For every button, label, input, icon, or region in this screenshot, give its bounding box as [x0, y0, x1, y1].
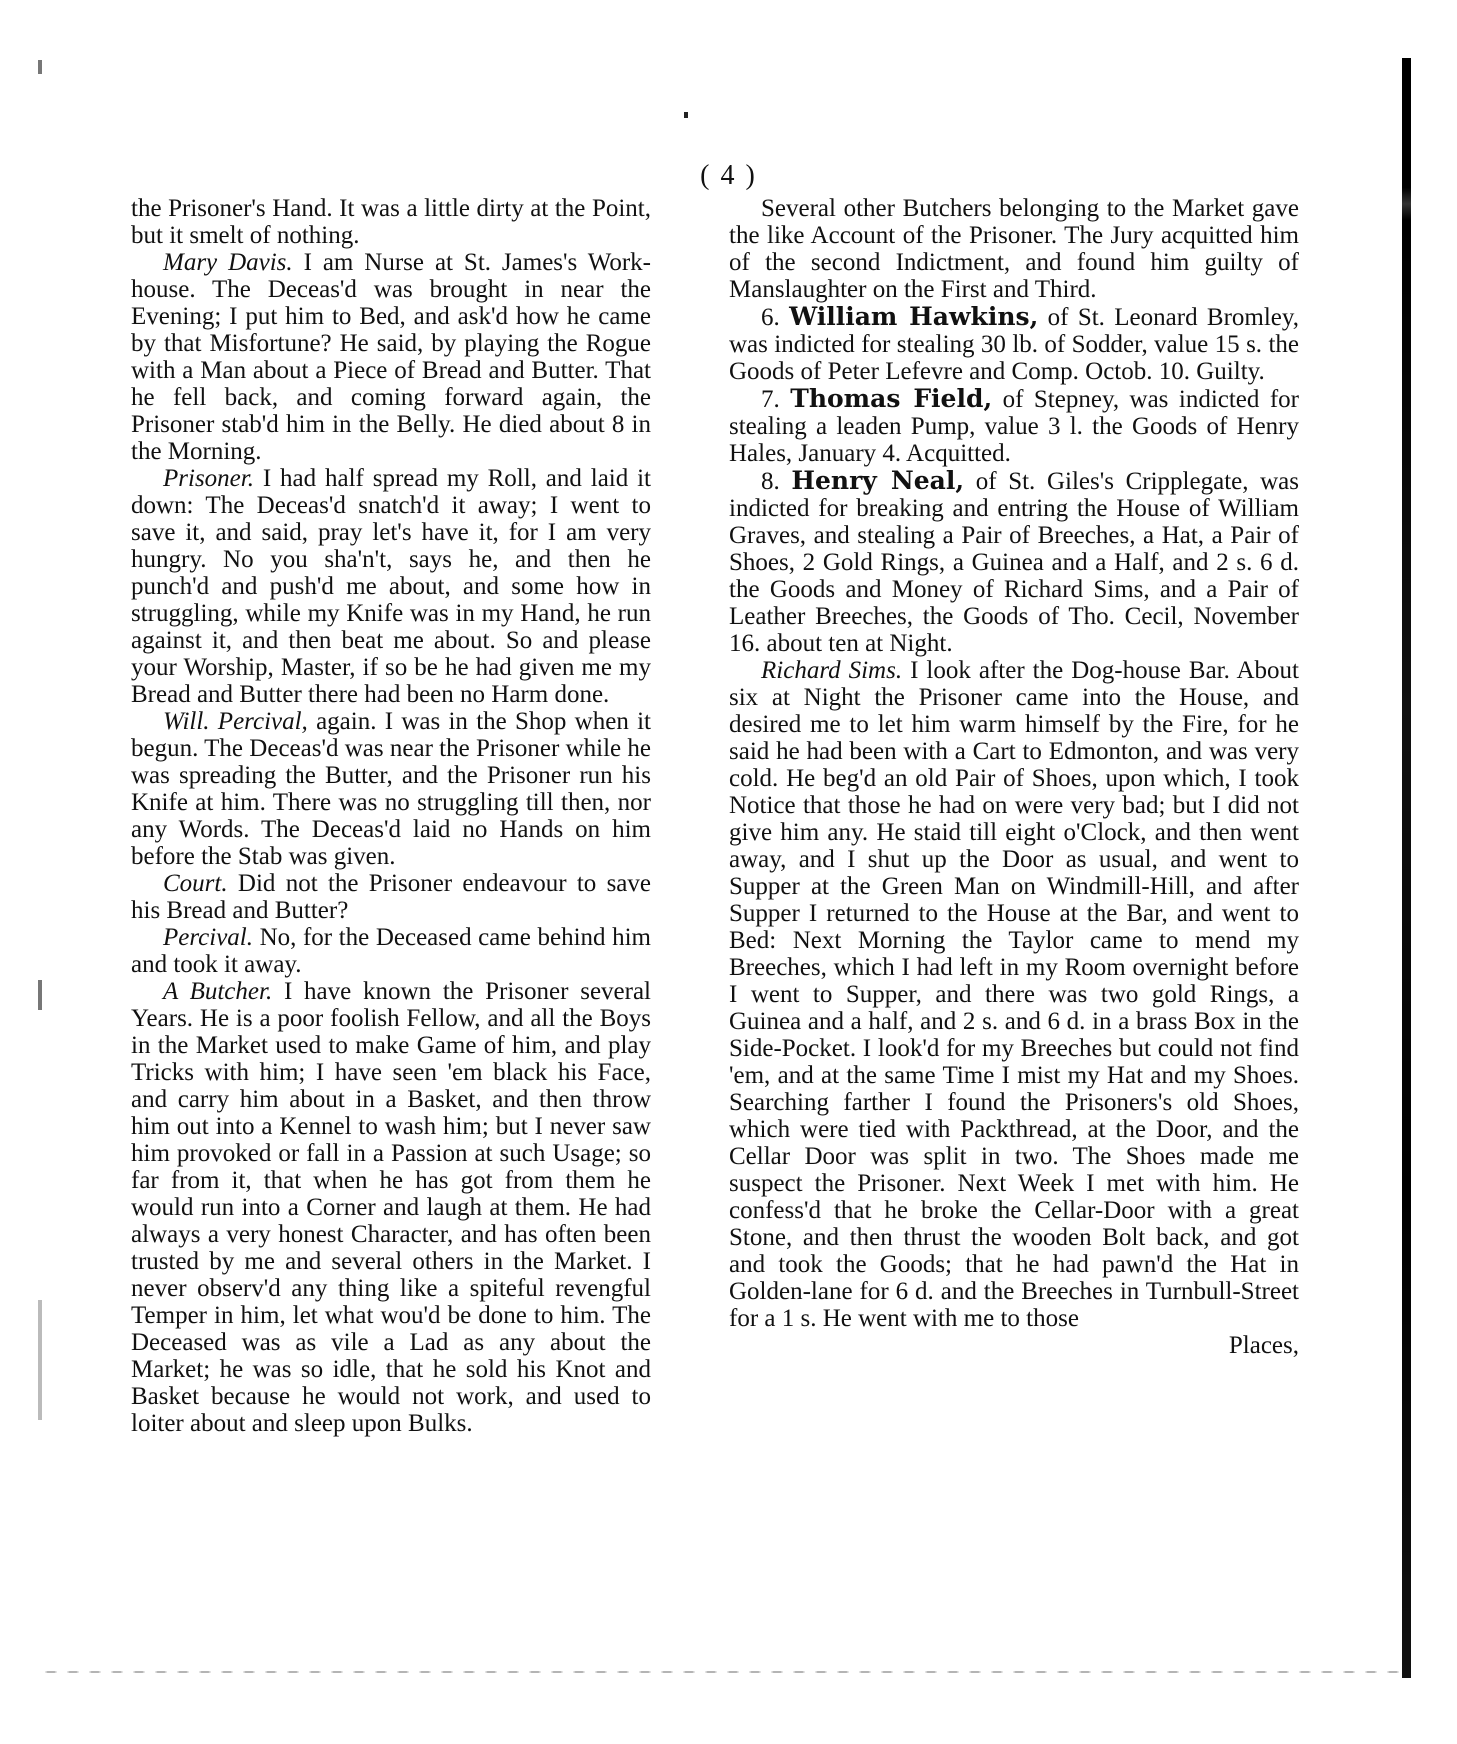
- paragraph: [729, 303, 1299, 385]
- paragraph-text: of Stepney, was indicted for stealing a leaden Pump, value 3 l. the Goods of Henry Hales, January 4. Acquitted.: [729, 386, 1300, 467]
- speaker-name: Richard Sims.: [761, 657, 903, 684]
- defendant-name: Henry Neal,: [791, 466, 965, 495]
- right-column: [729, 195, 1299, 1359]
- paragraph-text: I had half spread my Roll, and laid it down: The Deceas'd snatch'd it away; I went to save it, and said, pray let's have it, for I am very hungry. No you sha'n't, says he, and then he punch'd and push'd me about, and some how in struggling, while my Knife was in my Hand, he run against it, and then beat me about. So and please your Worship, Master, if so be he had given me my Bread and Butter there had been no Harm done.: [131, 465, 651, 708]
- catchword: Places,: [1228, 1332, 1299, 1359]
- paragraph: [729, 195, 1299, 303]
- item-number: 7.: [761, 386, 791, 413]
- paragraph-text: of St. Leonard Bromley, was indicted for stealing 30 lb. of Sodder, value 15 s. the Goods of Peter Lefevre and Comp. Octob. 10. Guilty.: [729, 304, 1300, 385]
- scan-mark-left: [38, 60, 42, 74]
- item-number: 8.: [761, 468, 792, 495]
- paragraph-text: No, for the Deceased came behind him and took it away.: [131, 924, 651, 978]
- defendant-name: Thomas Field,: [790, 384, 993, 413]
- speaker-name: Prisoner.: [163, 465, 254, 492]
- paragraph: [729, 467, 1299, 657]
- item-number: 6.: [761, 304, 790, 331]
- paragraph-text: I have known the Prisoner several Years. He is a poor foolish Fellow, and all the Boys in the Market used to make Game of him, and play Tricks with him; I have seen 'em black his Face, and carry him about in a Basket, and then throw him out into a Kennel to wash him; but I never saw him provoked or fall in a Passion at such Usage; so far from it, that when he has got from them he would run into a Corner and laugh at them. He had always a very honest Character, and has often been trusted by me and several others in the Market. I never observ'd any thing like a spiteful revengful Temper in him, let what wou'd be done to him. The Deceased was as vile a Lad as any about the Market; he was so idle, that he sold his Knot and Basket because he would not work, and used to loiter about and sleep upon Bulks.: [131, 978, 651, 1437]
- scan-mark-left: [38, 980, 42, 1010]
- speaker-name: Court.: [163, 870, 228, 897]
- defendant-name: William Hawkins,: [789, 302, 1039, 331]
- speaker-name: A Butcher.: [163, 978, 273, 1005]
- speaker-name: Percival.: [163, 924, 254, 951]
- page-number: ( 4 ): [700, 160, 757, 191]
- speaker-name: Will. Percival,: [163, 708, 308, 735]
- paragraph: [131, 924, 651, 978]
- paragraph: [131, 465, 651, 708]
- paragraph: [729, 657, 1299, 1332]
- paragraph-text: Several other Butchers belonging to the Market gave the like Account of the Prisoner. The Jury acquitted him of the second Indictment, and found him guilty of Manslaughter on the First and Third.: [729, 195, 1299, 303]
- paragraph: [131, 249, 651, 465]
- paragraph-text: again. I was in the Shop when it begun. The Deceas'd was near the Prisoner while he was spreading the Butter, and the Prisoner run his Knife at him. There was no struggling till then, nor any Words. The Deceas'd laid no Hands on him before the Stab was given.: [131, 708, 651, 870]
- paragraph-text: the Prisoner's Hand. It was a little dirty at the Point, but it smelt of nothing.: [131, 195, 651, 249]
- paragraph: [131, 978, 651, 1437]
- paragraph: [729, 385, 1299, 467]
- paragraph-text: Did not the Prisoner endeavour to save his Bread and Butter?: [131, 870, 651, 924]
- left-column: [131, 195, 651, 1437]
- scan-mark-left: [38, 1300, 42, 1420]
- paragraph-text: of St. Giles's Cripplegate, was indicted for breaking and entring the House of William Graves, and stealing a Pair of Breeches, a Hat, a Pair of Shoes, 2 Gold Rings, a Guinea and a Half, and 2 s. 6 d. the Goods and Money of Richard Sims, and a Pair of Leather Breeches, the Goods of Tho. Cecil, November 16. about ten at Night.: [729, 468, 1300, 657]
- scan-speck: [684, 112, 688, 118]
- paragraph-text: I look after the Dog-house Bar. About six at Night the Prisoner came into the House, and desired me to let him warm himself by the Fire, for he said he had been with a Cart to Edmonton, and was very cold. He beg'd an old Pair of Shoes, upon which, I took Notice that those he had on were very bad; but I did not give him any. He staid till eight o'Clock, and then went away, and I shut up the Door as usual, and went to Supper at the Green Man on Windmill-Hill, and after Supper I returned to the House at the Bar, and went to Bed: Next Morning the Taylor came to mend my Breeches, which I had left in my Room overnight before I went to Supper, and there was two gold Rings, a Guinea and a half, and 2 s. and 6 d. in a brass Box in the Side-Pocket. I look'd for my Breeches but could not find 'em, and at the same Time I mist my Hat and my Shoes. Searching farther I found the Prisoners's old Shoes, which were tied with Packthread, at the Door, and the Cellar Door was split in two. The Shoes made me suspect the Prisoner. Next Week I met with him. He confess'd that he broke the Cellar-Door with a great Stone, and then thrust the wooden Bolt back, and got and took the Goods; that he had pawn'd the Hat in Golden-lane for 6 d. and the Breeches in Turnbull-Street for a 1 s. He went with me to those: [729, 657, 1299, 1332]
- paragraph: [131, 195, 651, 249]
- speaker-name: Mary Davis.: [163, 249, 293, 276]
- scan-edge-right: [1402, 58, 1411, 1678]
- paragraph: [131, 708, 651, 870]
- paragraph-text: I am Nurse at St. James's Work-house. The Deceas'd was brought in near the Evening; I put him to Bed, and ask'd how he came by that Misfortune? He said, by playing the Rogue with a Man about a Piece of Bread and Butter. That he fell back, and coming forward again, the Prisoner stab'd him in the Belly. He died about 8 in the Morning.: [131, 249, 651, 465]
- paragraph: [131, 870, 651, 924]
- scan-edge-bottom: [40, 1670, 1400, 1674]
